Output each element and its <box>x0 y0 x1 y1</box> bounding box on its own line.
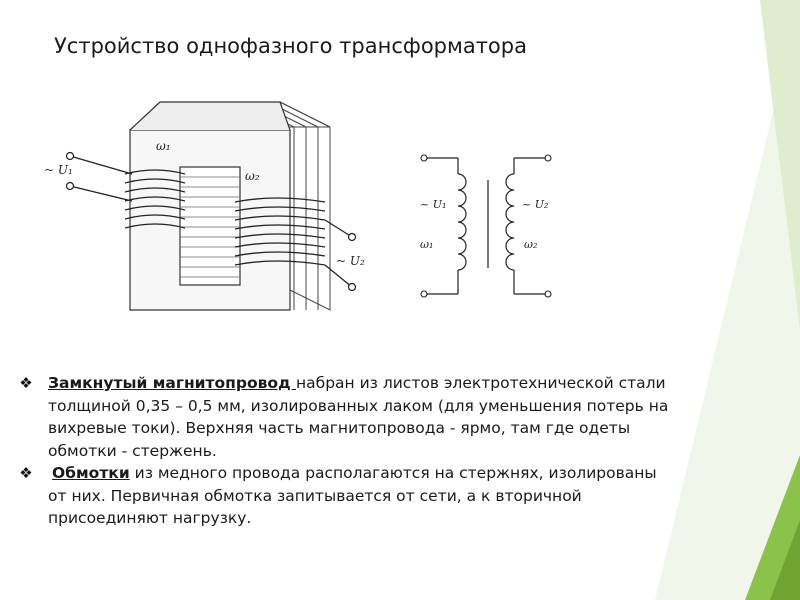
bullet-term: Замкнутый магнитопровод <box>48 374 296 392</box>
schematic-w1: ω₁ <box>420 238 434 251</box>
bullet-list <box>16 372 676 530</box>
transformer-schematic <box>418 146 558 306</box>
schematic-u1: ~ U₁ <box>420 198 447 211</box>
label-w2: ω₂ <box>245 169 260 183</box>
core-window <box>180 167 240 285</box>
bullet-item <box>16 372 676 462</box>
label-w1: ω₁ <box>156 139 171 153</box>
u1-terminal-top <box>67 153 74 160</box>
bullet-term: Обмотки <box>52 464 130 482</box>
label-u2: ~ U₂ <box>336 254 365 268</box>
diamond-bullet-icon: ❖ <box>19 374 33 392</box>
u2-terminal-bottom <box>349 284 356 291</box>
bullet-text: набран из листов электротехнической стали толщиной 0,35 – 0,5 мм, изолированных лаком (для уменьшения потерь на вихревые токи). Верхняя часть магнитопровода - ярмо, там где одеты обмотки - стержень. <box>48 374 669 460</box>
diamond-bullet-icon: ❖ <box>19 464 33 482</box>
bullet-item <box>16 462 676 530</box>
bullet-text: из медного провода располагаются на стержнях, изолированы от них. Первичная обмотка запитывается от сети, а к вторичной присоединяют нагрузку. <box>48 464 657 527</box>
page-title: Устройство однофазного трансформатора <box>54 34 527 58</box>
schematic-u2: ~ U₂ <box>522 198 549 211</box>
u2-terminal-top <box>349 234 356 241</box>
label-u1: ~ U₁ <box>44 163 73 177</box>
schematic-w2: ω₂ <box>524 238 538 251</box>
u1-terminal-bottom <box>67 183 74 190</box>
